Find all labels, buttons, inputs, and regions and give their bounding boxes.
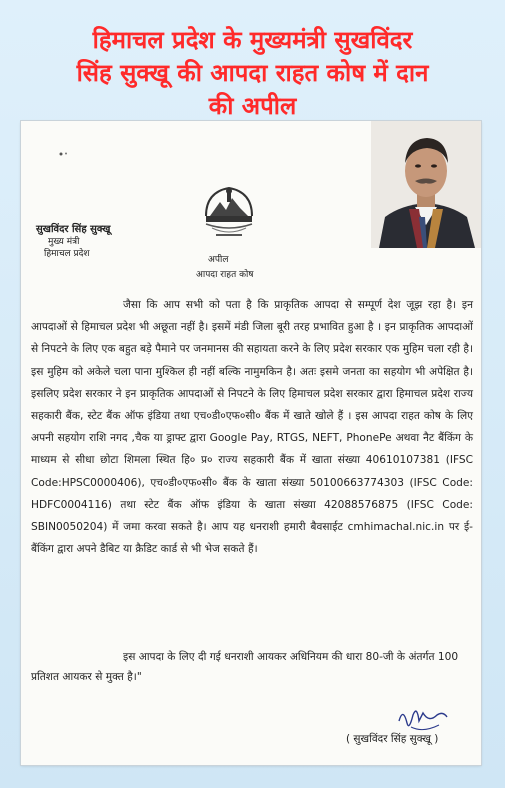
letter-title: अपील (208, 255, 229, 265)
letter-body (31, 294, 473, 560)
paper-speck-icon (58, 151, 70, 157)
headline-line-1: हिमाचल प्रदेश के मुख्यमंत्री सुखविंदर (92, 26, 413, 54)
letter-subtitle: आपदा राहत कोष (196, 270, 254, 280)
appeal-letter (21, 121, 481, 765)
signatory-name: ( सुखविंदर सिंह सुक्खू ) (346, 733, 439, 745)
letter-body-paragraph: जैसा कि आप सभी को पता है कि प्राकृतिक आपदा से सम्पूर्ण देश जूझ रहा है। इन आपदाओं से हिमाचल प्रदेश भी अछूता नहीं है। इसमें मंडी जिला बूरी तरह प्रभावित हुआ है । इन प्राकृतिक आपदाओं से निपटने के लिए एक बहुत बड़े पैमाने पर जनमानस की सहायता करने के लिए प्रदेश सरकार एक मुहिम चला रही है। इस मुहिम को अकेले चला पाना मुश्किल ही नहीं बल्कि नामुमकिन है। अतः इसमे जनता का सहयोग भी अपेक्षित है। इसलिए प्रदेश सरकार ने इन प्राकृतिक आपदाओं से निपटने के लिए हिमाचल प्रदेश सरकार द्वारा हिमाचल प्रदेश राज्य सहकारी बैंक, स्टेट बैंक ऑफ इंडिया तथा एच०डी०एफ०सी० बैंक में खाते खोले हैं । इस आपदा राहत कोष के लिए अपनी सहयोग राशि नगद ,चैक या ड्राफ्ट द्वारा Google Pay, RTGS, NEFT, PhonePe अथवा नैट बैंकिंग के माध्यम से सीधा छोटा शिमला स्थित हि० प्र० राज्य सहकारी बैंक में खाता संख्या 40610107381 (IFSC Code:HPSC0000406), एच०डी०एफ०सी० बैंक के खाता संख्या 50100663774303 (IFSC Code: HDFC0004116) तथा स्टेट बैंक ऑफ इंडिया के खाता संख्या 42088576875 (IFSC Code: SBIN0050204) में जमा करवा सकते है। आप यह धनराशी हमारी बैवसाईट cmhimachal.nic.in पर ई-बैंकिंग द्वारा अपने डैबिट या क्रैडिट कार्ड से भी भेज सकते हैं। (31, 299, 473, 556)
himachal-pradesh-emblem-icon (200, 182, 258, 244)
sender-name: सुखविंदर सिंह सुक्खू (36, 224, 111, 235)
chief-minister-photo (371, 121, 481, 248)
sender-state: हिमाचल प्रदेश (44, 249, 90, 259)
headline-line-2: सिंह सुक्खू की आपदा राहत कोष में दान (76, 59, 429, 87)
headline (10, 24, 495, 123)
letter-closing (31, 647, 471, 687)
headline-line-3: की अपील (208, 92, 297, 120)
tax-exemption-note: इस आपदा के लिए दी गई धनराशी आयकर अधिनियम की धारा 80-जी के अंतर्गत 100 प्रतिशत आयकर से मुक्त है।" (31, 651, 459, 683)
sender-role: मुख्य मंत्री (48, 237, 80, 247)
